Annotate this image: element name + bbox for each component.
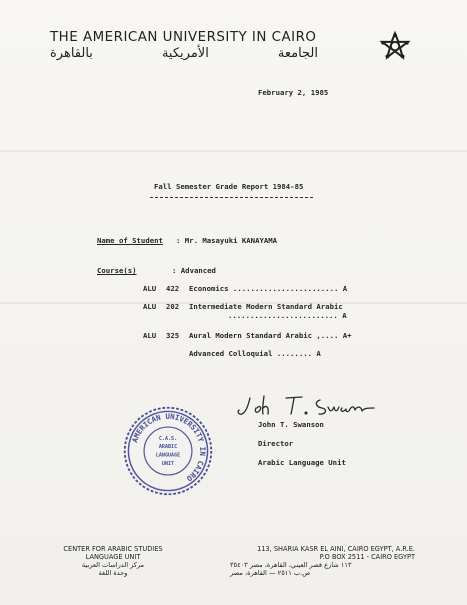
university-name: THE AMERICAN UNIVERSITY IN CAIRO xyxy=(50,30,317,45)
footer-center-name-arabic: مركز الدراسات العربية xyxy=(81,561,145,569)
course-name-grade: Economics ........................ A xyxy=(189,284,348,293)
student-name: : Mr. Masayuki KANAYAMA xyxy=(176,236,278,245)
footer-address: 113, SHARIA KASR EL AINI, CAIRO EGYPT, A.R.E. xyxy=(257,545,415,553)
signatory-name: John T. Swanson xyxy=(258,420,324,429)
svg-text:ARABIC: ARABIC xyxy=(158,444,178,451)
student-label: Name of Student xyxy=(97,236,163,245)
course-dept: ALU xyxy=(143,302,157,311)
svg-text:UNIT: UNIT xyxy=(161,460,175,467)
footer-address-arabic: ١١٣ شارع قصر العيني، القاهرة، مصر ٣٥٤٠٣ xyxy=(230,561,352,569)
course-number: 325 xyxy=(166,331,180,340)
course-dept: ALU xyxy=(143,284,157,293)
course-grade-line: ......................... A xyxy=(228,311,347,320)
course-name-grade: Advanced Colloquial ........ A xyxy=(189,349,321,358)
footer-left-block xyxy=(48,545,178,577)
star-emblem-icon xyxy=(378,30,412,64)
course-name: Intermediate Modern Standard Arabic xyxy=(189,302,343,311)
course-number: 422 xyxy=(166,284,180,293)
footer-center-name: CENTER FOR ARABIC STUDIES xyxy=(63,545,163,553)
footer-unit-name-arabic: وحدة اللغة xyxy=(98,569,128,577)
university-seal-stamp xyxy=(122,405,214,497)
paper-fold-line xyxy=(0,150,467,152)
course-number: 202 xyxy=(166,302,180,311)
letter-date: February 2, 1985 xyxy=(258,88,329,97)
course-name-grade: Aural Modern Standard Arabic ,.... A+ xyxy=(189,331,352,340)
course-level: : Advanced xyxy=(172,266,216,275)
footer-po-box-arabic: ص.ب ٢٥١١ — القاهرة، مصر xyxy=(230,569,311,577)
footer-unit-name: LANGUAGE UNIT xyxy=(85,553,141,561)
university-name-arabic: الجامعة الأمريكية بالقاهرة xyxy=(50,46,318,61)
signatory-unit: Arabic Language Unit xyxy=(258,458,346,467)
svg-text:LANGUAGE: LANGUAGE xyxy=(155,452,181,459)
footer-right-block xyxy=(230,545,415,577)
course-label: Course(s) xyxy=(97,266,137,275)
svg-text:C.A.S.: C.A.S. xyxy=(158,435,178,442)
course-dept: ALU xyxy=(143,331,157,340)
svg-text:AMERICAN UNIVERSITY IN CAIRO: AMERICAN UNIVERSITY IN CAIRO xyxy=(130,411,208,484)
signatory-title: Director xyxy=(258,439,294,448)
footer-po-box: P.O BOX 2511 - CAIRO EGYPT xyxy=(319,553,415,561)
title-underline-rule xyxy=(150,197,313,198)
report-title: Fall Semester Grade Report 1984-85 xyxy=(154,182,304,191)
